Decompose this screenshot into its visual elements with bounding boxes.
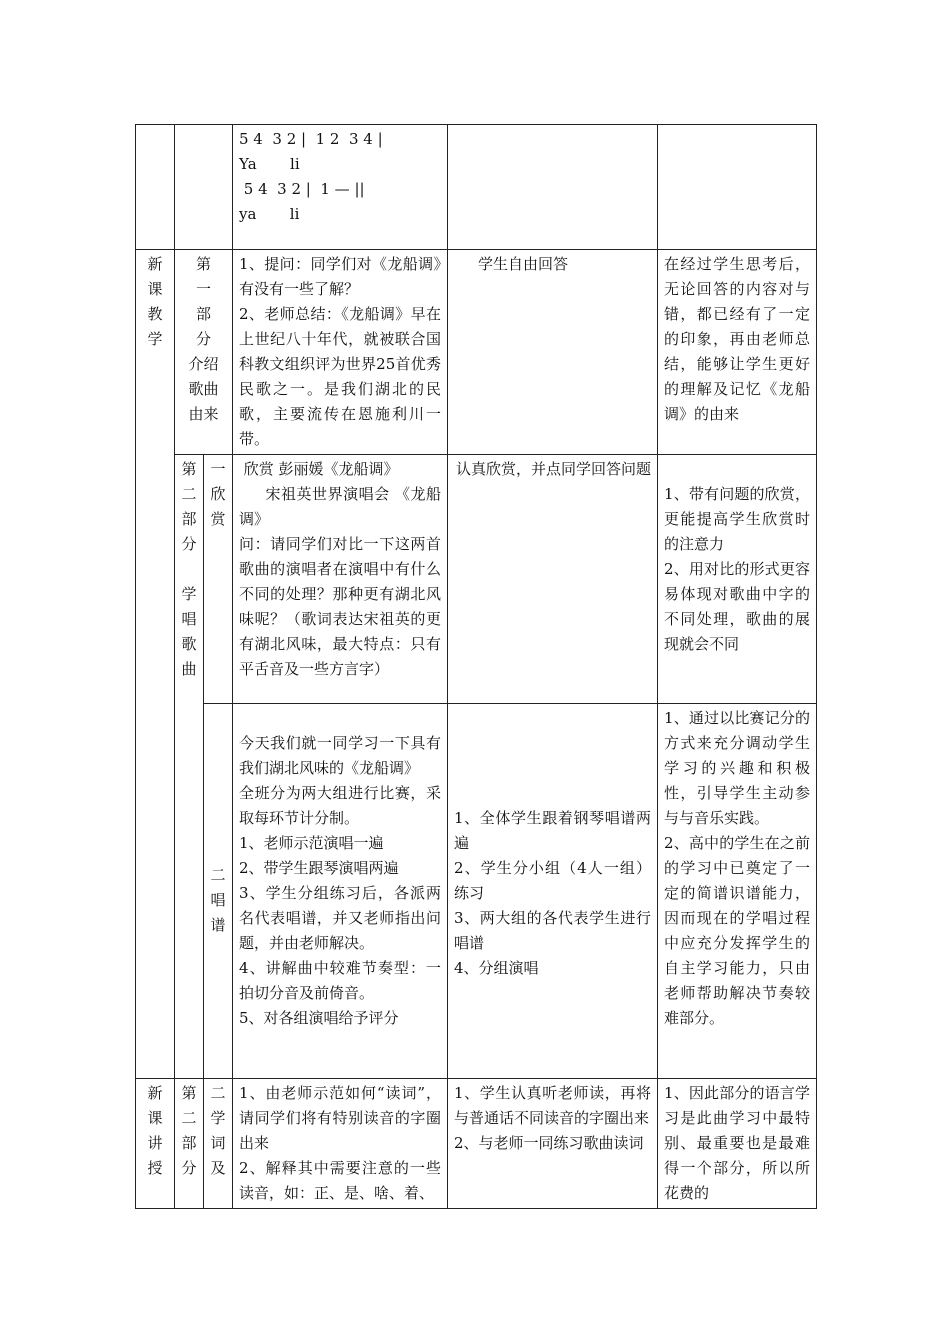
section-label-part-two: 第 二 部 分 学 唱 歌 曲	[175, 455, 204, 1079]
student-activity: 2、学生分小组（4人一组）练习	[454, 859, 651, 902]
student-activity-cell	[448, 455, 658, 704]
teacher-step: 2、带学生跟琴演唱两遍	[239, 859, 399, 877]
purpose-text: 在经过学生思考后，无论回答的内容对与错，都已经有了一定的印象，再由老师总结，能够让学生更好的理解及记忆《龙船调》的由来	[664, 255, 810, 423]
notation-line: 5 4 3 2 | 1 — ||	[239, 180, 365, 198]
part-two-sing-notation-row	[136, 704, 817, 1079]
teacher-activity-cell	[233, 250, 448, 455]
purpose-cell	[658, 704, 817, 1079]
notation-row	[136, 125, 817, 250]
student-activity-cell	[448, 1079, 658, 1209]
notation-line: 5 4 3 2 | 1 2 3 4 |	[239, 130, 383, 148]
purpose-text: 1、带有问题的欣赏，更能提高学生欣赏时的注意力	[664, 485, 810, 553]
teacher-step: 3、学生分组练习后，各派两名代表唱谱，并又老师指出问题，并由老师解决。	[239, 884, 441, 952]
purpose-text: 2、用对比的形式更容易体现对歌曲中字的不同处理，歌曲的展现就会不同	[664, 560, 810, 653]
student-cell-empty	[448, 125, 658, 250]
teacher-activity-cell	[233, 704, 448, 1079]
teacher-step: 2、老师总结：《龙船调》早在上世纪八十年代，就被联合国科教文组织评为世界25首优秀民歌之一。是我们湖北的民歌，主要流传在恩施利川一带。	[239, 305, 441, 448]
section-label-part-two-cont: 第 二 部 分	[175, 1079, 204, 1209]
sub-label-appreciation: 一 欣 赏	[204, 455, 233, 704]
student-activity: 3、两大组的各代表学生进行唱谱	[454, 909, 651, 952]
section-cell-empty	[175, 125, 233, 250]
student-activity: 2、与老师一同练习歌曲读词	[454, 1134, 644, 1152]
purpose-cell-empty	[658, 125, 817, 250]
phase-cell-empty	[136, 125, 175, 250]
student-activity: 1、学生认真听老师读，再将与普通话不同读音的字圈出来	[454, 1084, 651, 1127]
lyric-line: Ya li	[239, 155, 300, 173]
new-lesson-teaching-row	[136, 1079, 817, 1209]
teacher-step: 1、老师示范演唱一遍	[239, 834, 384, 852]
notation-cell	[233, 125, 448, 250]
section-label-part-one: 第 一 部 分 介绍 歌曲 由来	[175, 250, 233, 455]
purpose-text: 2、高中的学生在之前的学习中已奠定了一定的简谱识谱能力，因而现在的学唱过程中应充分发挥学生的自主学习能力，只由老师帮助解决节奏较难部分。	[664, 834, 810, 1027]
student-activity: 1、全体学生跟着钢琴唱谱两遍	[454, 809, 651, 852]
purpose-cell	[658, 455, 817, 704]
teacher-step: 宋祖英世界演唱会 《龙船调》	[239, 485, 441, 528]
purpose-text: 1、因此部分的语言学习是此曲学习中最特别、最重要也是最难得一个部分，所以所花费的	[664, 1084, 810, 1202]
phase-label-new-lesson: 新 课 教 学	[136, 250, 175, 1079]
part-two-appreciation-row	[136, 455, 817, 704]
teacher-step: 欣赏 彭丽媛《龙船调》	[239, 460, 399, 478]
lyric-line: ya li	[239, 205, 300, 223]
part-one-row	[136, 250, 817, 455]
teacher-step: 4、讲解曲中较难节奏型：一拍切分音及前倚音。	[239, 959, 441, 1002]
teacher-step: 2、解释其中需要注意的一些读音，如：正、是、啥、着、	[239, 1159, 441, 1202]
student-activity: 学生自由回答	[478, 255, 569, 273]
teacher-activity-cell	[233, 455, 448, 704]
lesson-plan-table	[135, 124, 817, 1209]
teacher-step: 1、由老师示范如何“读词”，请同学们将有特别读音的字圈出来	[239, 1084, 441, 1152]
purpose-cell	[658, 1079, 817, 1209]
sub-label-sing-notation: 二 唱 谱	[204, 704, 233, 1079]
teacher-step: 全班分为两大组进行比赛，采取每环节计分制。	[239, 784, 441, 827]
teacher-step: 问：请同学们对比一下这两首歌曲的演唱者在演唱中有什么不同的处理？那种更有湖北风味呢？（歌词表达宋祖英的更有湖北风味，最大特点：只有平舌音及一些方言字）	[239, 535, 441, 678]
purpose-cell	[658, 250, 817, 455]
student-activity: 认真欣赏，并点同学回答问题	[456, 460, 652, 478]
sub-label-learn-lyrics: 二 学 词 及	[204, 1079, 233, 1209]
purpose-text: 1、通过以比赛记分的方式来充分调动学生学习的兴趣和积极性，引导学生主动参与与音乐实践。	[664, 709, 810, 827]
teacher-step: 5、对各组演唱给予评分	[239, 1009, 399, 1027]
teacher-activity-cell	[233, 1079, 448, 1209]
student-activity: 4、分组演唱	[454, 959, 539, 977]
student-activity-cell	[448, 250, 658, 455]
phase-label-new-lesson-teaching: 新 课 讲 授	[136, 1079, 175, 1209]
teacher-step: 今天我们就一同学习一下具有我们湖北风味的《龙船调》	[239, 734, 441, 777]
teacher-step: 1、提问：同学们对《龙船调》有没有一些了解？	[239, 255, 441, 298]
student-activity-cell	[448, 704, 658, 1079]
